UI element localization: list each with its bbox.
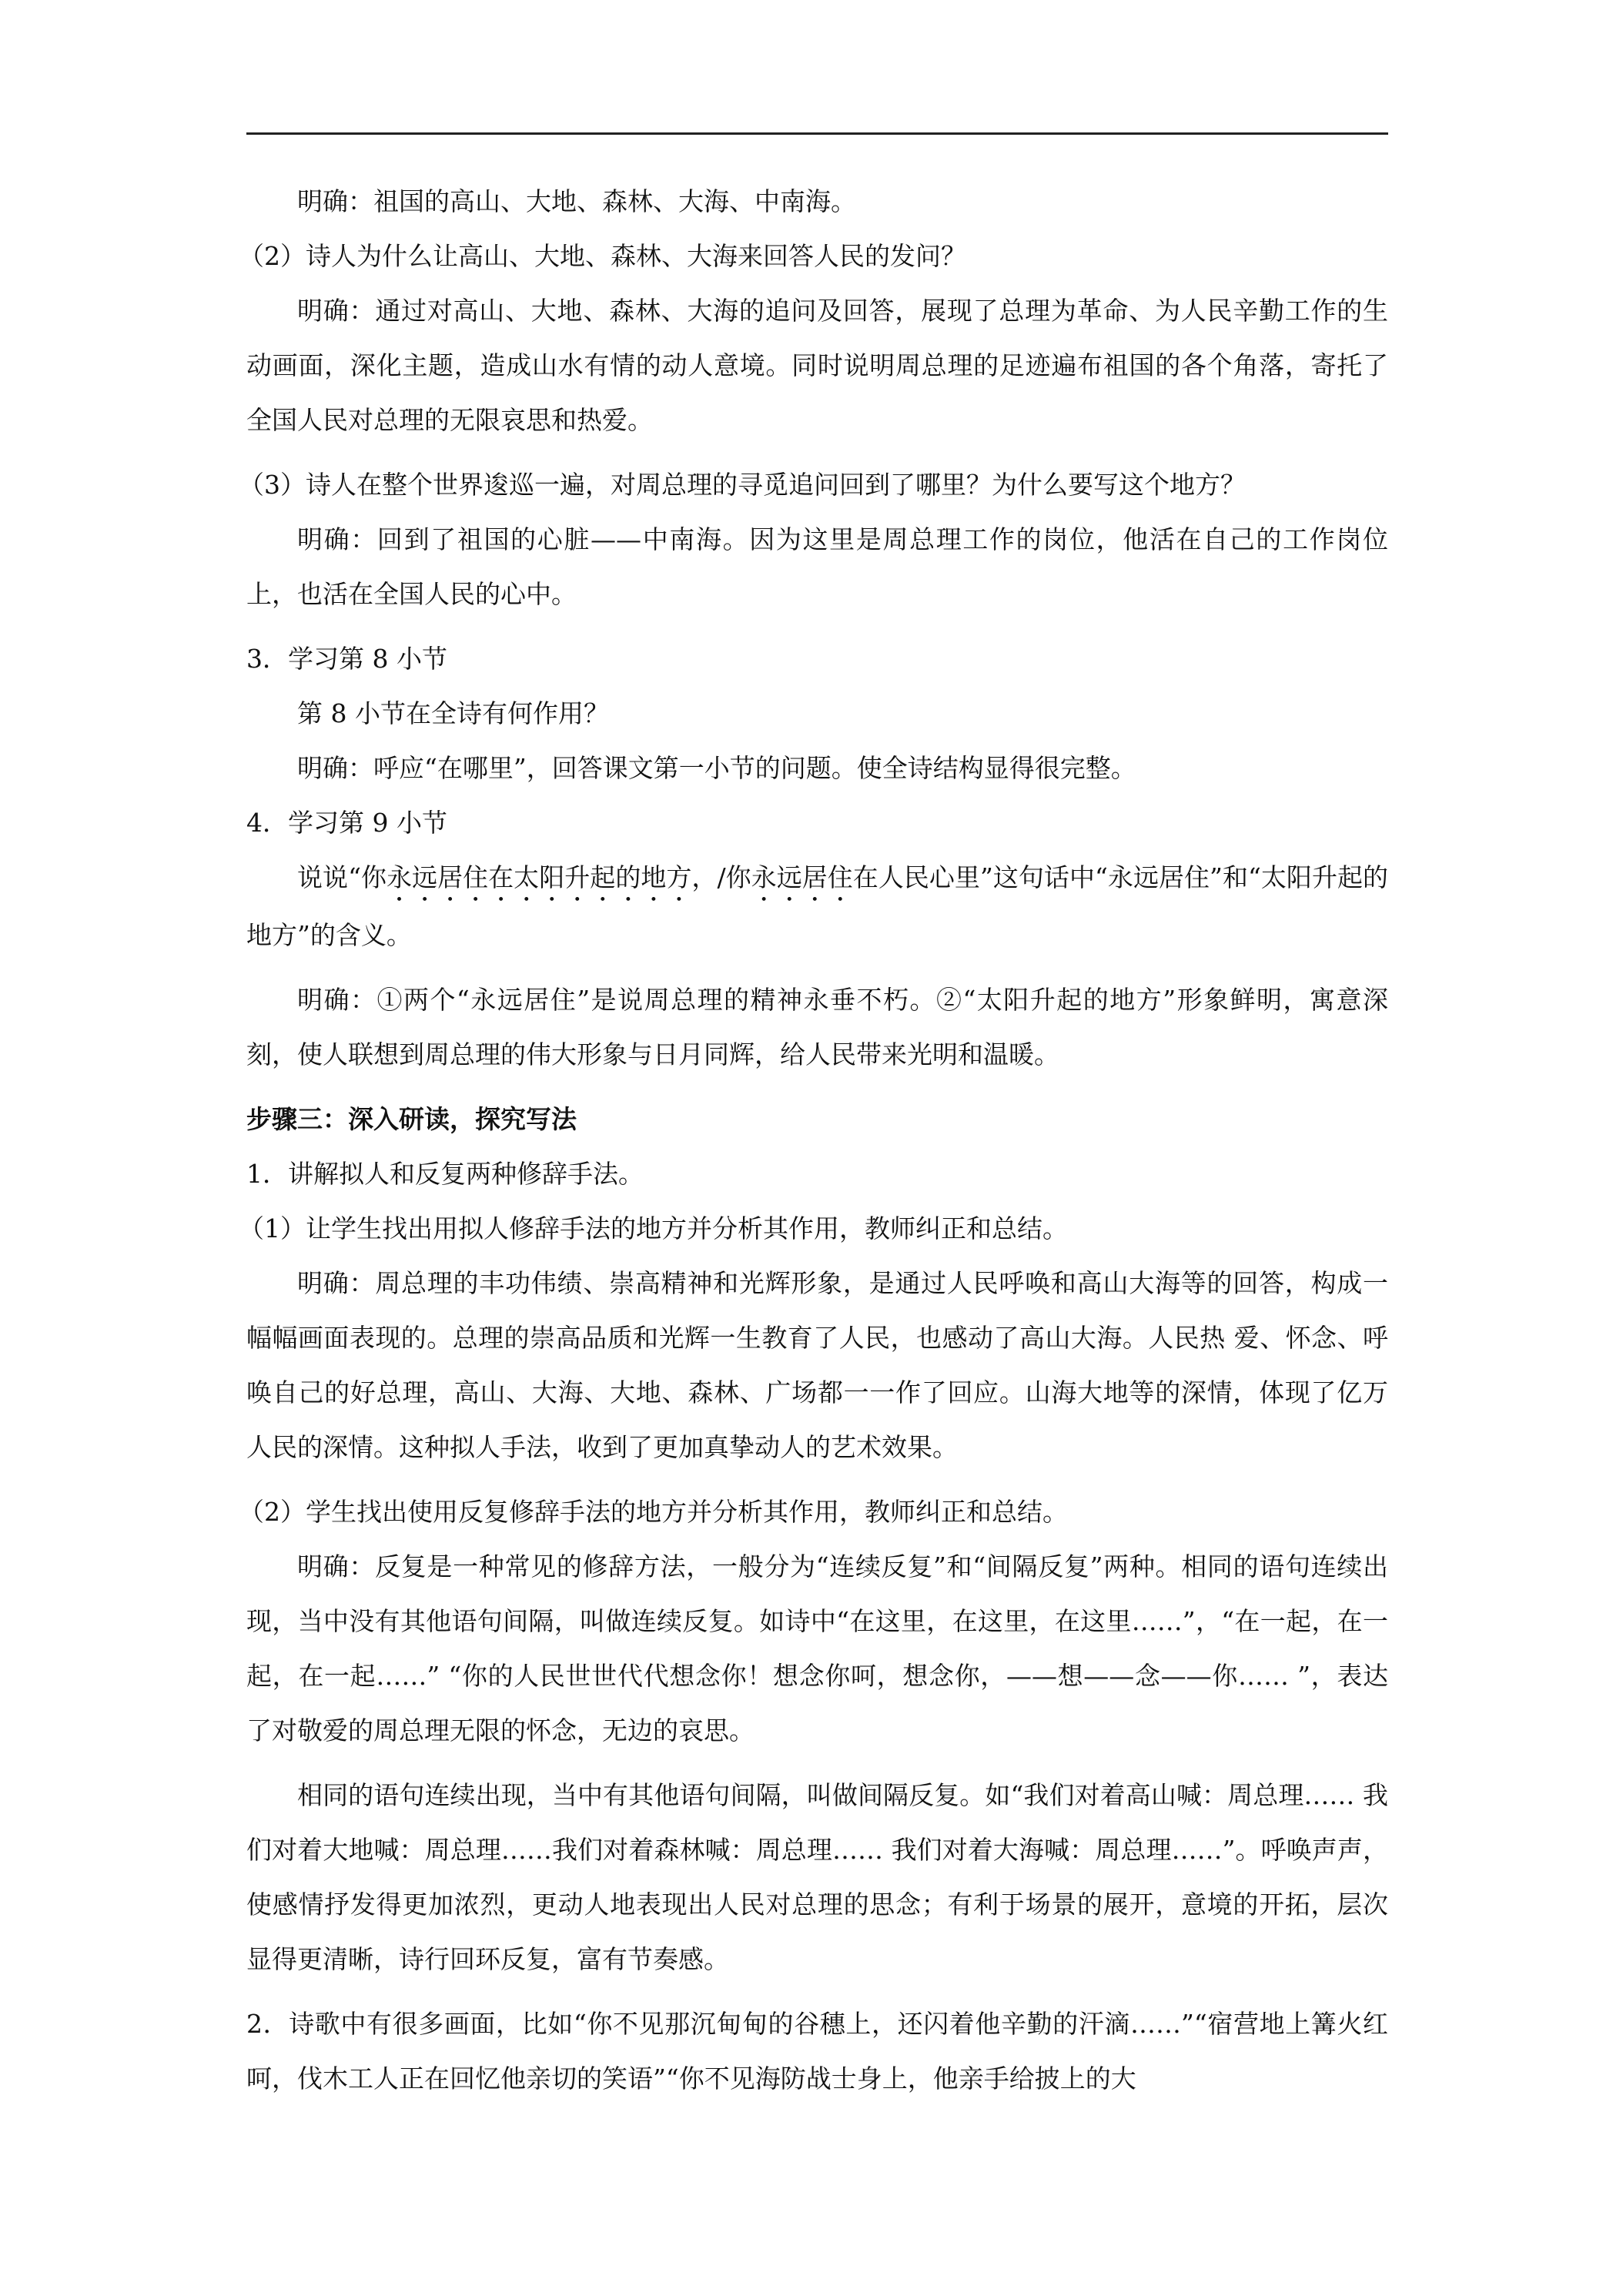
answer-paragraph: 明确：通过对高山、大地、森林、大海的追问及回答，展现了总理为革命、为人民辛勤工作的生动画面，深化主题，造成山水有情的动人意境。同时说明周总理的足迹遍布祖国的各个角落，寄托了全国人民对总理的无限哀思和热爱。	[246, 296, 1388, 435]
text-run: ，/你	[691, 862, 751, 892]
header-rule	[246, 132, 1388, 135]
document-body	[239, 185, 1389, 2127]
section-item: 3．学习第 8 小节	[246, 644, 447, 674]
emphasized-phrase: 永远居住在太阳升起的地方	[387, 862, 692, 892]
text-run: 说说“你	[297, 862, 387, 892]
text-run: 在人民心里”这句话中“永远居住”和“太阳升起的地方”的含义。	[246, 862, 1389, 950]
question-paragraph: （2）学生找出使用反复修辞手法的地方并分析其作用，教师纠正和总结。	[239, 1497, 1068, 1527]
question-paragraph	[246, 850, 1388, 962]
question-paragraph: （1）让学生找出用拟人修辞手法的地方并分析其作用，教师纠正和总结。	[239, 1213, 1068, 1243]
question-paragraph: （2）诗人为什么让高山、大地、森林、大海来回答人民的发问？	[239, 241, 966, 271]
answer-paragraph: 明确：①两个“永远居住”是说周总理的精神永垂不朽。②“太阳升起的地方”形象鲜明，寓意深刻，使人联想到周总理的伟大形象与日月同辉，给人民带来光明和温暖。	[246, 985, 1388, 1069]
emphasized-phrase: 永远居住	[751, 862, 853, 892]
answer-paragraph: 明确：呼应“在哪里”，回答课文第一小节的问题。使全诗结构显得很完整。	[297, 753, 1136, 783]
answer-paragraph: 明确：回到了祖国的心脏——中南海。因为这里是周总理工作的岗位，他活在自己的工作岗位上，也活在全国人民的心中。	[246, 524, 1388, 609]
section-item: 4．学习第 9 小节	[246, 808, 447, 838]
question-paragraph: 第 8 小节在全诗有何作用？	[297, 698, 609, 728]
answer-paragraph: 明确：周总理的丰功伟绩、崇高精神和光辉形象，是通过人民呼唤和高山大海等的回答，构成一幅幅画面表现的。总理的崇高品质和光辉一生教育了人民，也感动了高山大海。人民热 爱、怀念、呼唤自己的好总理，高山、大海、大地、森林、广场都一一作了回应。山海大地等的深情，体现了亿万人民的深情。这种拟人手法，收到了更加真挚动人的艺术效果。	[246, 1268, 1388, 1462]
question-paragraph: （3）诗人在整个世界逡巡一遍，对周总理的寻觅追问回到了哪里？为什么要写这个地方？	[239, 470, 1246, 500]
step-heading: 步骤三：深入研读，探究写法	[246, 1104, 577, 1134]
section-item: 1．讲解拟人和反复两种修辞手法。	[246, 1159, 644, 1189]
answer-paragraph: 明确：祖国的高山、大地、森林、大海、中南海。	[297, 186, 856, 216]
answer-paragraph: 相同的语句连续出现，当中有其他语句间隔，叫做间隔反复。如“我们对着高山喊：周总理…… 我们对着大地喊：周总理……我们对着森林喊：周总理…… 我们对着大海喊：周总理……”。呼唤声声，使感情抒发得更加浓烈，更动人地表现出人民对总理的思念；有利于场景的展开，意境的开拓，层次显得更清晰，诗行回环反复，富有节奏感。	[246, 1780, 1388, 1974]
answer-paragraph: 明确：反复是一种常见的修辞方法，一般分为“连续反复”和“间隔反复”两种。相同的语句连续出现，当中没有其他语句间隔，叫做连续反复。如诗中“在这里，在这里，在这里……”，“在一起，在一起，在一起……” “你的人民世世代代想念你！想念你呵，想念你，——想——念——你…… ”，表达了对敬爱的周总理无限的怀念，无边的哀思。	[246, 1551, 1388, 1745]
section-item: 2．诗歌中有很多画面，比如“你不见那沉甸甸的谷穗上，还闪着他辛勤的汗滴……”“宿营地上篝火红呵，伐木工人正在回忆他亲切的笑语”“你不见海防战士身上，他亲手给披上的大	[246, 2009, 1388, 2094]
